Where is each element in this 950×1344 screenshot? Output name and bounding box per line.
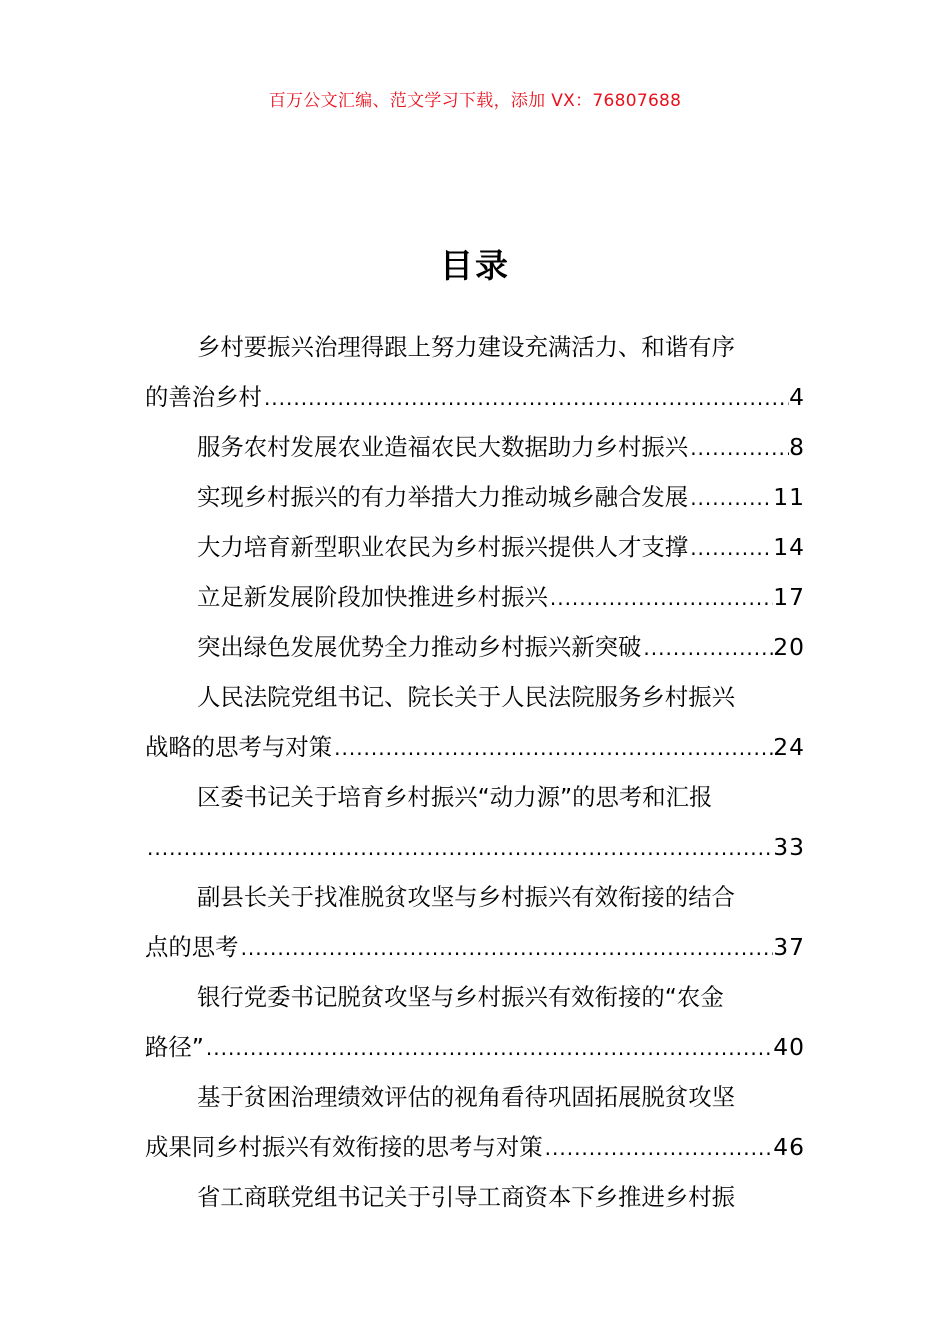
toc-entry-title: 成果同乡村振兴有效衔接的思考与对策: [145, 1133, 543, 1161]
toc-entry-title: 战略的思考与对策: [145, 733, 333, 761]
toc-leader-dots: [262, 373, 789, 423]
table-of-contents: [145, 322, 805, 1222]
toc-entry[interactable]: [145, 522, 805, 572]
toc-page-number: 40: [773, 1033, 805, 1061]
toc-leader-dots: [332, 723, 773, 773]
toc-page-number: 37: [773, 933, 805, 961]
toc-entry-title: 区委书记关于培育乡村振兴“动力源”的思考和汇报: [197, 783, 713, 811]
header-banner: 百万公文汇编、范文学习下载，添加 VX：76807688: [268, 91, 682, 111]
toc-entry[interactable]: [145, 422, 805, 472]
toc-leader-dots: [641, 623, 773, 673]
toc-entry-title: 路径”: [145, 1033, 204, 1061]
toc-leader-dots: [239, 923, 774, 973]
toc-entry-title: 省工商联党组书记关于引导工商资本下乡推进乡村振: [197, 1183, 735, 1211]
toc-leader-dots: [543, 1123, 774, 1173]
toc-entry[interactable]: [145, 872, 805, 972]
toc-page-number: 4: [789, 383, 805, 411]
toc-page-number: 17: [773, 583, 805, 611]
toc-page-number: 11: [773, 483, 805, 511]
toc-entry[interactable]: [145, 1172, 805, 1222]
toc-leader-dots: [688, 473, 773, 523]
toc-entry-title: 立足新发展阶段加快推进乡村振兴: [197, 583, 548, 611]
toc-entry-title: 点的思考: [145, 933, 239, 961]
toc-entry-title: 服务农村发展农业造福农民大数据助力乡村振兴: [197, 433, 689, 461]
toc-entry-title: 突出绿色发展优势全力推动乡村振兴新突破: [197, 633, 642, 661]
toc-entry[interactable]: [145, 772, 805, 872]
toc-page-number: 8: [789, 433, 805, 461]
toc-entry-title: 乡村要振兴治理得跟上努力建设充满活力、和谐有序: [197, 333, 735, 361]
page-title: 目录: [440, 246, 510, 285]
toc-page-number: 33: [773, 833, 805, 861]
toc-entry[interactable]: [145, 622, 805, 672]
toc-entry[interactable]: [145, 972, 805, 1072]
toc-entry[interactable]: [145, 472, 805, 522]
toc-page-number: 46: [773, 1133, 805, 1161]
toc-entry[interactable]: [145, 322, 805, 422]
toc-entry-title: 基于贫困治理绩效评估的视角看待巩固拓展脱贫攻坚: [197, 1083, 735, 1111]
toc-leader-dots: [688, 423, 789, 473]
toc-leader-dots: [688, 523, 773, 573]
toc-page-number: 14: [773, 533, 805, 561]
toc-page-number: 24: [773, 733, 805, 761]
toc-entry[interactable]: [145, 1072, 805, 1172]
toc-entry-title: 副县长关于找准脱贫攻坚与乡村振兴有效衔接的结合: [197, 883, 735, 911]
toc-page-number: 20: [773, 633, 805, 661]
toc-entry-title: 人民法院党组书记、院长关于人民法院服务乡村振兴: [197, 683, 735, 711]
toc-entry-title: 的善治乡村: [145, 383, 262, 411]
toc-entry[interactable]: [145, 572, 805, 622]
toc-entry-title: 银行党委书记脱贫攻坚与乡村振兴有效衔接的“农金: [197, 983, 724, 1011]
toc-leader-dots: [548, 573, 773, 623]
toc-leader-dots: [204, 1023, 773, 1073]
toc-entry[interactable]: [145, 672, 805, 772]
toc-leader-dots: [145, 823, 773, 873]
toc-entry-title: 实现乡村振兴的有力举措大力推动城乡融合发展: [197, 483, 689, 511]
toc-entry-title: 大力培育新型职业农民为乡村振兴提供人才支撑: [197, 533, 689, 561]
